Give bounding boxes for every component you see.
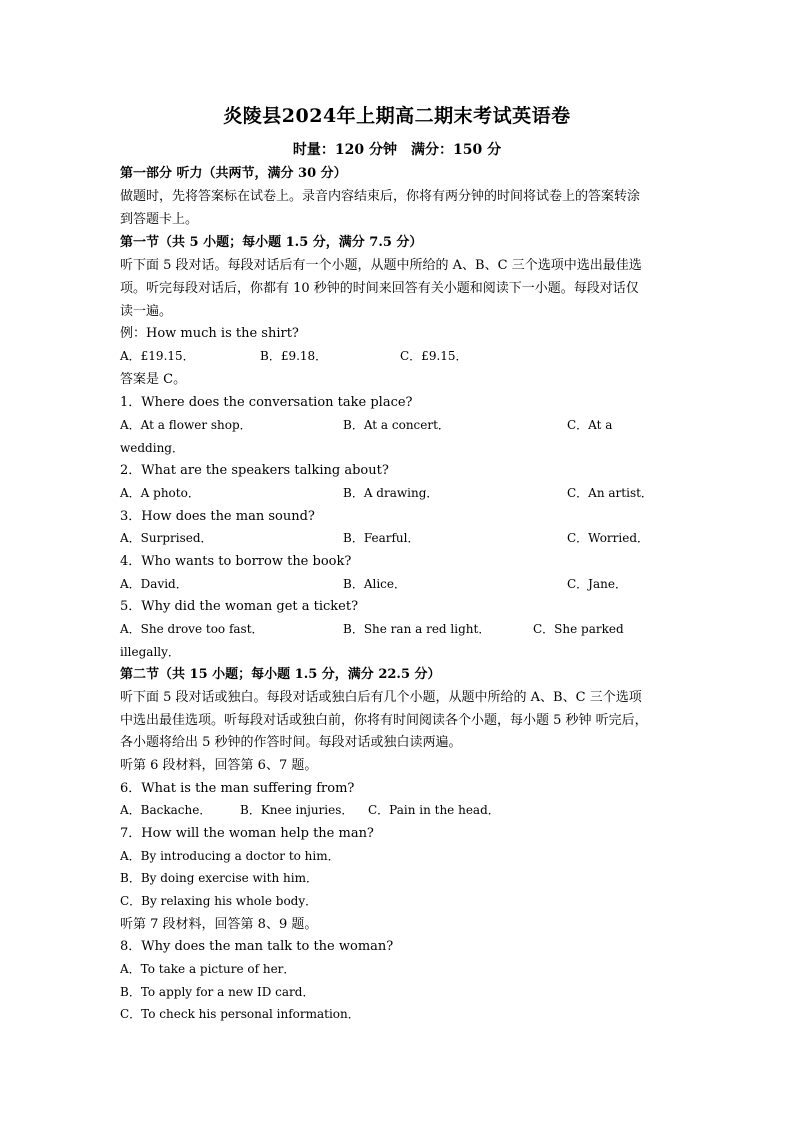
option-c: C．Pain in the head． <box>368 803 500 817</box>
option-a: A．To take a picture of her． <box>120 962 296 976</box>
material-note: 听第 7 段材料，回答第 8、9 题。 <box>120 917 318 932</box>
option-a: A．Surprised． <box>120 531 213 545</box>
option-b: B．Alice． <box>343 577 406 591</box>
question-stem: 7．How will the woman help the man? <box>120 826 374 841</box>
option-b: B．Knee injuries． <box>240 803 354 817</box>
option-b: B．To apply for a new ID card． <box>120 985 315 999</box>
option-b: B．At a concert． <box>343 418 450 432</box>
score-label: 满分：150 分 <box>411 142 502 158</box>
section1-instruction-line: 听下面 5 段对话。每段对话后有一个小题，从题中所给的 A、B、C 三个选项中选出最佳选 <box>120 258 642 273</box>
question-stem: 8．Why does the man talk to the woman? <box>120 939 394 954</box>
part1-instruction-line: 到答题卡上。 <box>120 212 199 227</box>
option-c: C．An artist． <box>567 486 653 500</box>
option-c: C．She parked <box>533 622 624 636</box>
example-option-c: C．£9.15． <box>400 349 468 363</box>
question-stem: 6．What is the man suffering from? <box>120 781 355 796</box>
exam-subtitle <box>0 140 794 160</box>
section2-instruction-line: 各小题将给出 5 秒钟的作答时间。每段对话或独白读两遍。 <box>120 735 462 750</box>
example-option-b: B．£9.18． <box>260 349 328 363</box>
option-a: A．A photo． <box>120 486 200 500</box>
question-stem: 1．Where does the conversation take place? <box>120 395 413 410</box>
option-a: A．At a flower shop． <box>120 418 252 432</box>
exam-title: 炎陵县2024年上期高二期末考试英语卷 <box>223 105 571 127</box>
option-c: C．By relaxing his whole body． <box>120 894 318 908</box>
option-a: A．By introducing a doctor to him． <box>120 849 340 863</box>
example-option-a: A．£19.15． <box>120 349 195 363</box>
option-c: C．Worried． <box>567 531 650 545</box>
material-note: 听第 6 段材料，回答第 6、7 题。 <box>120 758 318 773</box>
example-answer: 答案是 C。 <box>120 372 187 387</box>
option-b: B．She ran a red light． <box>343 622 491 636</box>
option-b: B．By doing exercise with him． <box>120 871 318 885</box>
section2-heading: 第二节（共 15 小题；每小题 1.5 分，满分 22.5 分） <box>120 667 441 682</box>
question-stem: 4．Who wants to borrow the book? <box>120 554 352 569</box>
time-label: 时量：120 分钟 <box>292 142 397 158</box>
section1-instruction-line: 项。听完每段对话后，你都有 10 秒钟的时间来回答有关小题和阅读下一小题。每段对话仅 <box>120 281 639 296</box>
section1-heading: 第一节（共 5 小题；每小题 1.5 分，满分 7.5 分） <box>120 235 423 250</box>
option-c: C．Jane． <box>567 577 627 591</box>
option-c-wrap: wedding． <box>120 441 184 455</box>
option-c-wrap: illegally． <box>120 645 180 659</box>
option-c: C．To check his personal information． <box>120 1007 360 1021</box>
part1-instruction-line: 做题时，先将答案标在试卷上。录音内容结束后，你将有两分钟的时间将试卷上的答案转涂 <box>120 189 641 204</box>
option-a: A．Backache． <box>120 803 212 817</box>
option-c: C．At a <box>567 418 613 432</box>
option-b: B．Fearful． <box>343 531 420 545</box>
question-stem: 5．Why did the woman get a ticket? <box>120 599 359 614</box>
part1-heading: 第一部分 听力（共两节，满分 30 分） <box>120 166 347 181</box>
option-a: A．She drove too fast． <box>120 622 264 636</box>
section2-instruction-line: 听下面 5 段对话或独白。每段对话或独白后有几个小题，从题中所给的 A、B、C 三个选项 <box>120 690 642 705</box>
option-a: A．David． <box>120 577 188 591</box>
question-stem: 3．How does the man sound? <box>120 509 315 524</box>
section2-instruction-line: 中选出最佳选项。听每段对话或独白前，你将有时间阅读各个小题，每小题 5 秒钟 听完后， <box>120 713 648 728</box>
option-b: B．A drawing． <box>343 486 439 500</box>
example-question: 例：How much is the shirt? <box>120 326 299 341</box>
section1-instruction-line: 读一遍。 <box>120 304 173 319</box>
question-stem: 2．What are the speakers talking about? <box>120 463 389 478</box>
